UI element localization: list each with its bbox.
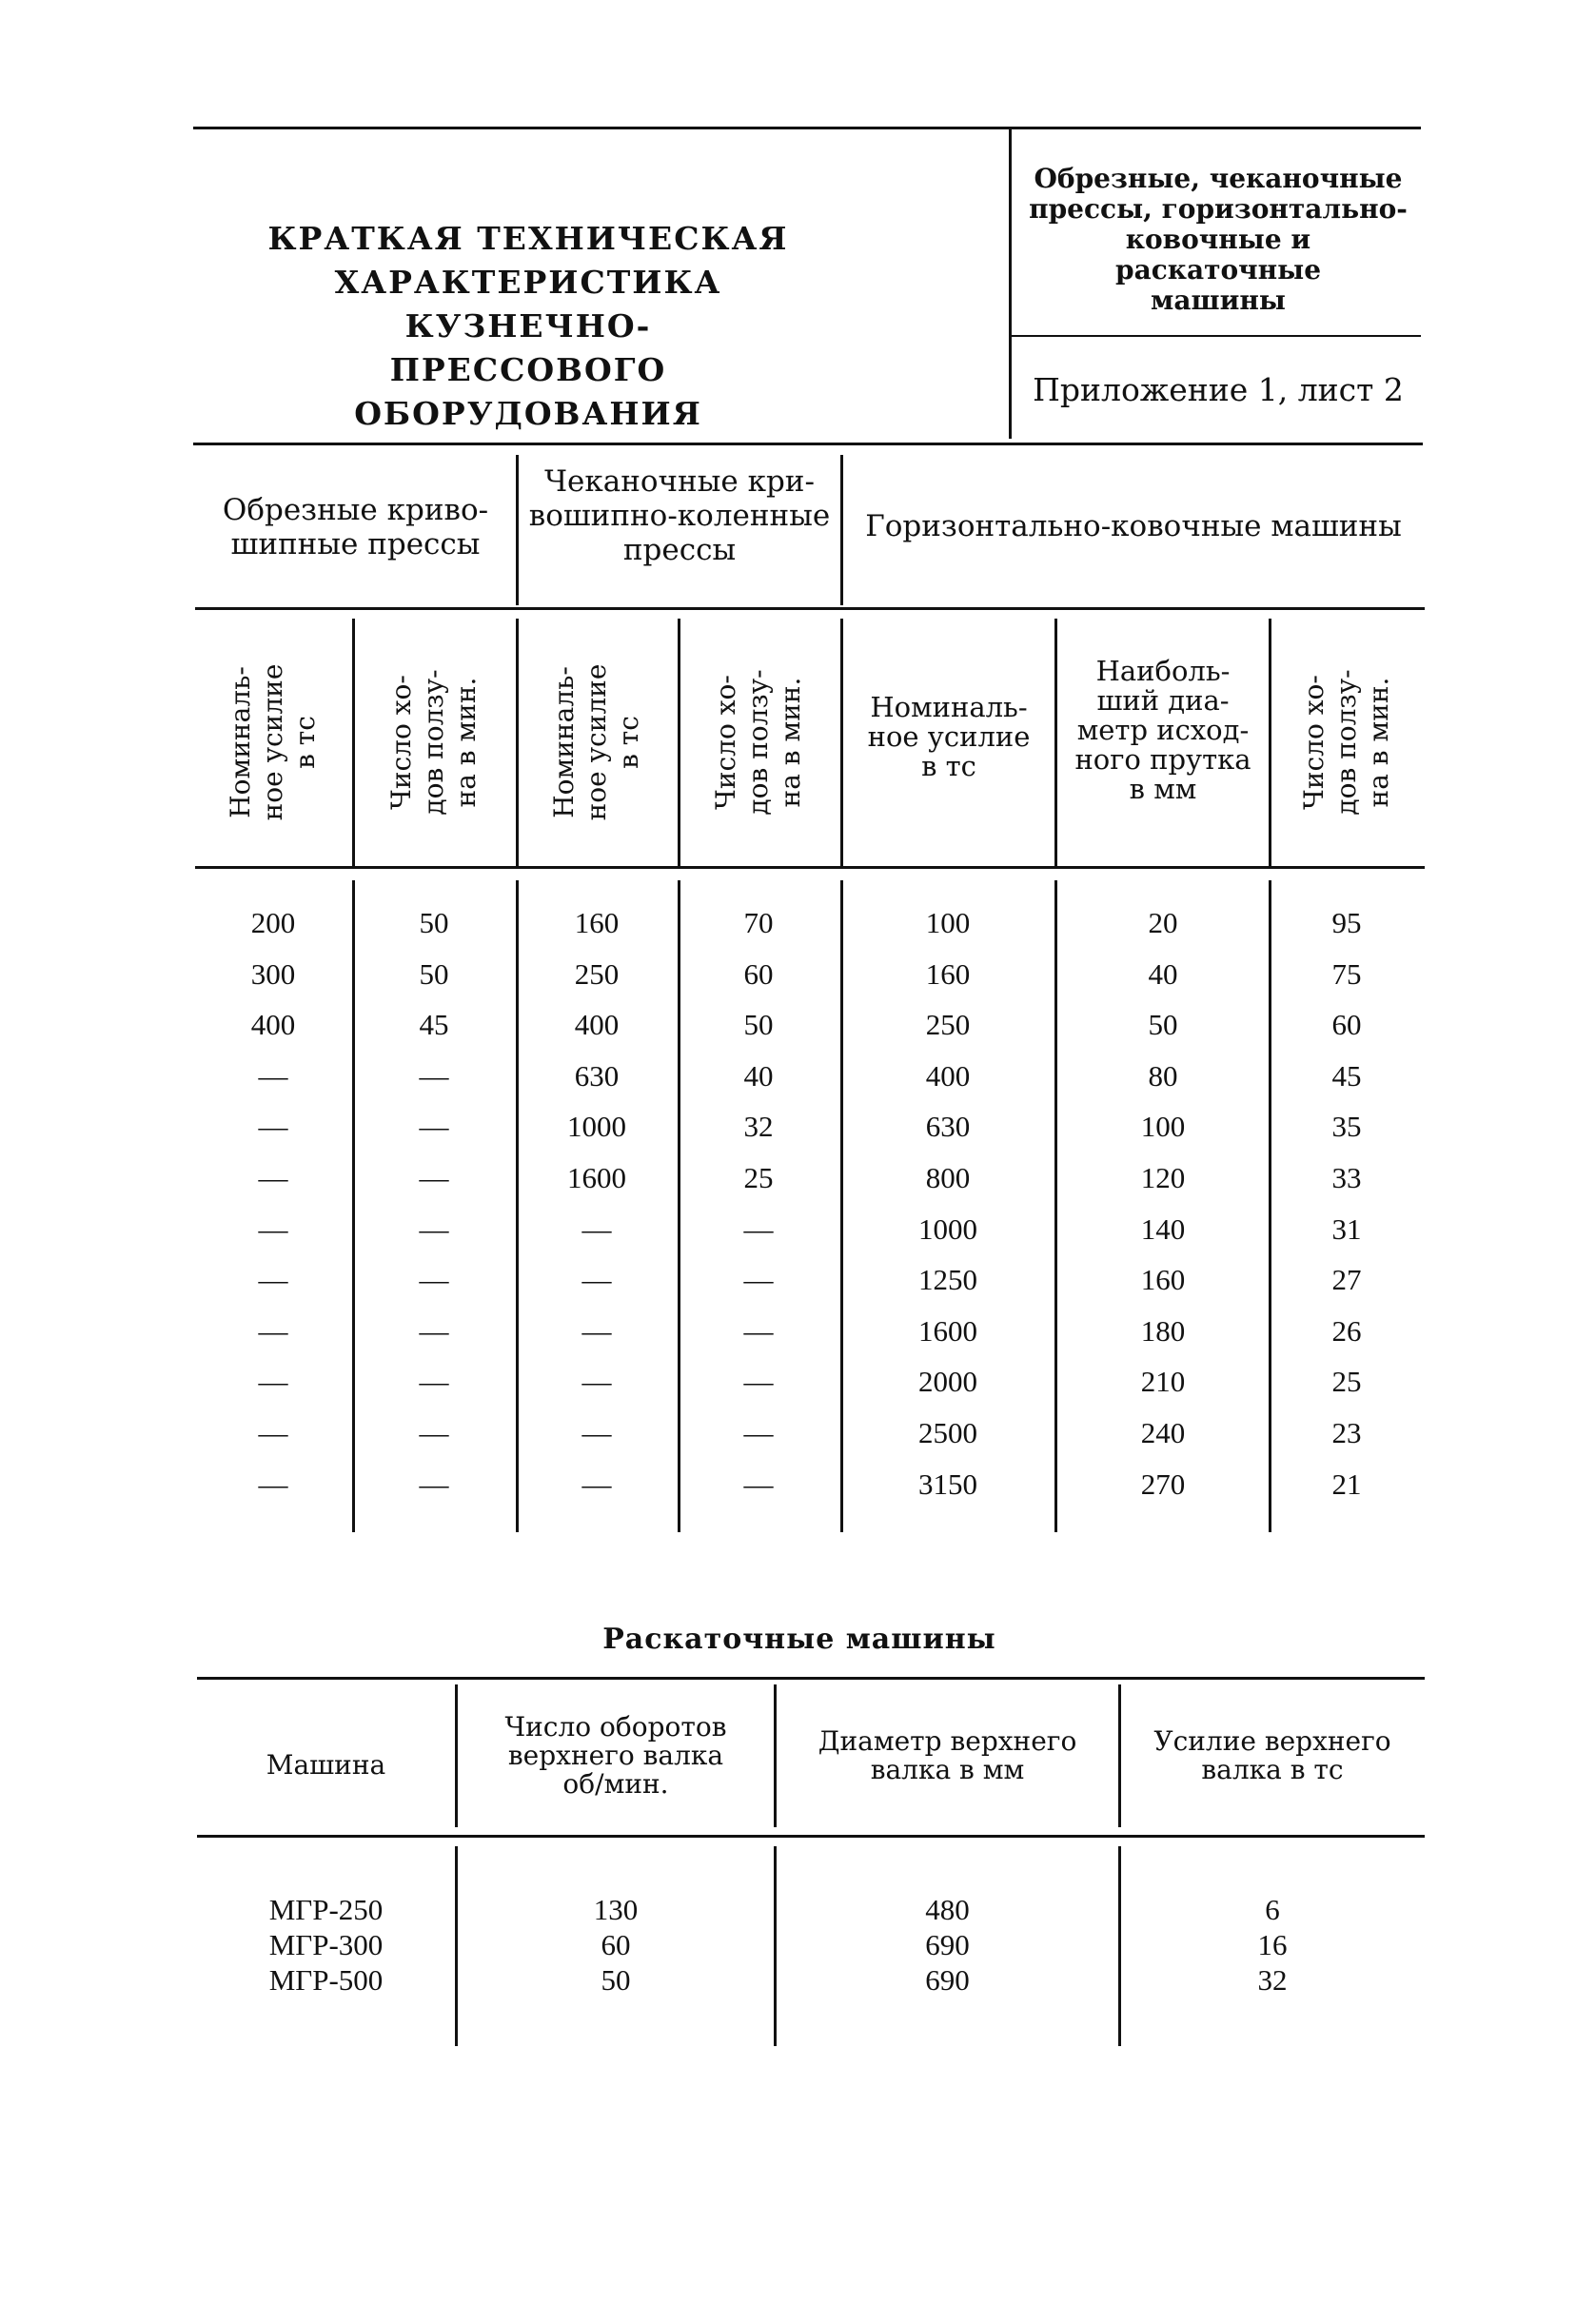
col-header-nominal-force-2: Номиналь- ное усилие в тс (548, 663, 644, 821)
col-header-strokes-1: Число хо- дов ползу- на в мин. (385, 669, 482, 816)
table-cell: 32 (743, 1110, 774, 1144)
table-cell: 1600 (567, 1161, 626, 1194)
table-cell: 1600 (918, 1313, 977, 1348)
table-cell: — (258, 1211, 288, 1246)
table-cell: 2500 (918, 1416, 977, 1449)
table-cell: 25 (743, 1161, 774, 1194)
table-cell: 45 (1331, 1058, 1362, 1093)
col-header-nominal-force-3: Номиналь- ное усилие в тс (867, 691, 1031, 782)
document-title: КРАТКАЯ ТЕХНИЧЕСКАЯ ХАРАКТЕРИСТИКА КУЗНЕЧНО- ПРЕССОВОГО ОБОРУДОВАНИЯ (267, 220, 789, 432)
table-cell: 100 (1140, 1110, 1186, 1144)
table-cell: 180 (1140, 1313, 1186, 1348)
column-divider (840, 619, 843, 866)
table-cell: 240 (1140, 1416, 1186, 1449)
table-cell: 60 (601, 1928, 631, 1961)
table-cell: 1250 (918, 1263, 977, 1297)
table-cell: 50 (419, 956, 449, 991)
table-cell: 690 (925, 1928, 970, 1961)
group-header-trimming-presses: Обрезные криво- шипные прессы (222, 493, 489, 561)
table-cell: 160 (1140, 1263, 1186, 1297)
table-cell: 16 (1257, 1928, 1288, 1961)
table-cell: — (743, 1365, 774, 1399)
table-cell: 100 (925, 906, 971, 939)
table-cell: 20 (1148, 906, 1178, 939)
table-cell: 800 (925, 1161, 971, 1194)
table-cell: 23 (1331, 1416, 1362, 1449)
rolling-header-diameter: Диаметр верхнего валка в мм (818, 1725, 1077, 1785)
table-cell: 80 (1148, 1058, 1178, 1093)
table-cell: — (419, 1211, 449, 1246)
table-cell: — (419, 1058, 449, 1093)
table-cell: — (258, 1110, 288, 1144)
table-cell: — (581, 1416, 612, 1449)
col-header-strokes-3: Число хо- дов ползу- на в мин. (1298, 669, 1394, 816)
table-cell: — (743, 1263, 774, 1297)
table-cell: 60 (743, 956, 774, 991)
col-header-nominal-force-1: Номиналь- ное усилие в тс (225, 663, 321, 821)
rolling-header-machine: Машина (266, 1749, 386, 1781)
table-cell: — (419, 1263, 449, 1297)
table-cell: 2000 (918, 1365, 977, 1399)
col-header-strokes-2: Число хо- дов ползу- на в мин. (710, 669, 806, 816)
table-cell: 50 (419, 906, 449, 939)
table-cell: — (419, 1161, 449, 1194)
table-cell: — (258, 1263, 288, 1297)
rolling-header-rule (197, 1835, 1425, 1838)
body-column-divider (678, 880, 680, 1532)
header-bottom-rule (193, 443, 1423, 445)
table-cell: — (258, 1161, 288, 1194)
table-cell: 95 (1331, 906, 1362, 939)
header-divider (1009, 129, 1012, 439)
table-cell: 210 (1140, 1365, 1186, 1399)
table-cell: 200 (250, 906, 296, 939)
table-cell: — (743, 1313, 774, 1348)
table-cell: 400 (250, 1008, 296, 1042)
group-header-coining-presses: Чеканочные кри- вошипно-коленные прессы (528, 464, 831, 567)
table-cell: 35 (1331, 1110, 1362, 1144)
table-cell: 31 (1331, 1211, 1362, 1246)
table-cell: 300 (250, 956, 296, 991)
table-cell: — (419, 1365, 449, 1399)
header-right-rule (1012, 335, 1421, 337)
table-cell: 120 (1140, 1161, 1186, 1194)
col-header-max-bar-diameter: Наиболь- ший диа- метр исход- ного прутка в мм (1074, 655, 1251, 805)
table-cell: 45 (419, 1008, 449, 1042)
table-cell: 400 (925, 1058, 971, 1093)
table-cell: 250 (574, 956, 620, 991)
table-cell: 690 (925, 1963, 970, 1997)
body-column-divider (352, 880, 355, 1532)
body-column-divider (516, 880, 519, 1532)
column-divider (352, 619, 355, 866)
group-header-forging-machines: Горизонтально-ковочные машины (865, 509, 1402, 543)
table-cell: 50 (1148, 1008, 1178, 1042)
table-cell: — (581, 1467, 612, 1501)
column-divider (1269, 619, 1271, 866)
rolling-header-rpm: Число оборотов верхнего валка об/мин. (504, 1711, 727, 1800)
table-cell: 480 (925, 1893, 970, 1926)
group-header-rule (195, 607, 1425, 610)
table-cell: 50 (743, 1008, 774, 1042)
appendix-label: Приложение 1, лист 2 (1033, 371, 1404, 408)
column-divider (516, 619, 519, 866)
table-cell: 50 (601, 1963, 631, 1997)
table-cell: 160 (925, 956, 971, 991)
table-cell: — (258, 1313, 288, 1348)
rolling-table-title: Раскаточные машины (602, 1623, 996, 1656)
table-cell: — (581, 1263, 612, 1297)
table-cell: — (258, 1365, 288, 1399)
table-cell: — (743, 1416, 774, 1449)
header-top-rule (193, 127, 1421, 129)
table-cell: 130 (593, 1893, 639, 1926)
table-cell: 6 (1265, 1893, 1280, 1926)
table-cell: 630 (925, 1110, 971, 1144)
table-cell: — (419, 1416, 449, 1449)
table-cell: — (258, 1467, 288, 1501)
table-cell: 33 (1331, 1161, 1362, 1194)
table-cell: 270 (1140, 1467, 1186, 1501)
table-cell: 27 (1331, 1263, 1362, 1297)
table-cell: — (258, 1058, 288, 1093)
table-cell: МГР-250 (268, 1893, 384, 1926)
table-cell: 25 (1331, 1365, 1362, 1399)
table-cell: 32 (1257, 1963, 1288, 1997)
section-description: Обрезные, чеканочные прессы, горизонтально- ковочные и раскаточные машины (1029, 163, 1408, 316)
table-cell: 40 (1148, 956, 1178, 991)
table-cell: 160 (574, 906, 620, 939)
table-cell: — (581, 1211, 612, 1246)
table-cell: 1000 (567, 1110, 626, 1144)
table-cell: 40 (743, 1058, 774, 1093)
table-cell: 630 (574, 1058, 620, 1093)
rolling-col-diameter (777, 1892, 1118, 1998)
table-cell: — (743, 1467, 774, 1501)
rolling-col-machine (197, 1892, 455, 1998)
rolling-col-rpm (458, 1892, 774, 1998)
table-cell: — (581, 1365, 612, 1399)
rolling-header-force: Усилие верхнего валка в тс (1153, 1725, 1391, 1785)
table-cell: 60 (1331, 1008, 1362, 1042)
table-cell: — (743, 1211, 774, 1246)
table-cell: 140 (1140, 1211, 1186, 1246)
column-divider (678, 619, 680, 866)
table-cell: 1000 (918, 1211, 977, 1246)
body-column-divider (1054, 880, 1057, 1532)
table-cell: 75 (1331, 956, 1362, 991)
rolling-col-force (1121, 1892, 1424, 1998)
table-cell: 400 (574, 1008, 620, 1042)
table-cell: — (419, 1467, 449, 1501)
table-cell: — (419, 1313, 449, 1348)
table-cell: — (258, 1416, 288, 1449)
table-cell: 26 (1331, 1313, 1362, 1348)
table-cell: 21 (1331, 1467, 1362, 1501)
table-cell: 3150 (918, 1467, 977, 1501)
rolling-top-rule (197, 1677, 1425, 1680)
column-header-rule (195, 866, 1425, 869)
table-cell: — (581, 1313, 612, 1348)
body-column-divider (840, 880, 843, 1532)
table-cell: МГР-500 (268, 1963, 384, 1997)
table-cell: 250 (925, 1008, 971, 1042)
table-cell: МГР-300 (268, 1928, 384, 1961)
table-cell: 70 (743, 906, 774, 939)
table-cell: — (419, 1110, 449, 1144)
